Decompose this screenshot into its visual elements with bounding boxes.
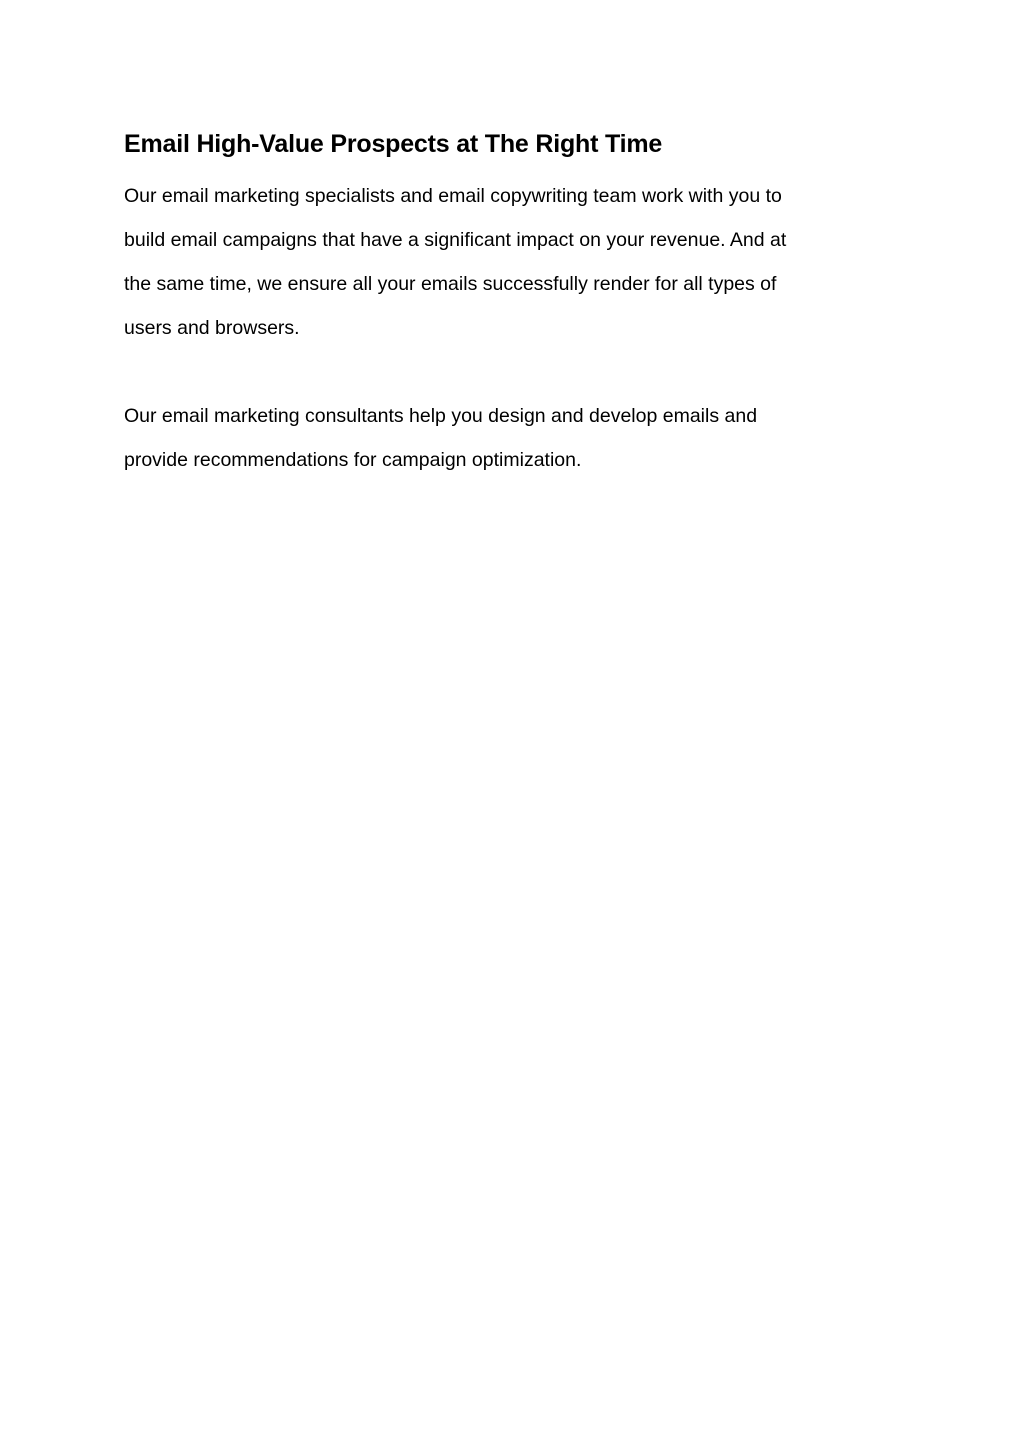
paragraph-1-line-1: Our email marketing specialists and email copywriting team work with you to: [124, 185, 782, 207]
paragraph-1-line-4: users and browsers.: [124, 317, 300, 339]
paragraph-2-line-1: Our email marketing consultants help you design and develop emails and: [124, 405, 758, 427]
body-paragraph-2: [124, 394, 904, 482]
paragraph-2-line-2: provide recommendations for campaign optimization.: [124, 449, 582, 471]
paragraph-1-line-3: the same time, we ensure all your emails successfully render for all types of: [124, 273, 777, 295]
page-title: Email High-Value Prospects at The Right Time: [124, 130, 663, 158]
document-page: [124, 124, 904, 482]
body-paragraph-1: [124, 174, 904, 350]
paragraph-1-line-2: build email campaigns that have a significant impact on your revenue. And at: [124, 229, 787, 251]
